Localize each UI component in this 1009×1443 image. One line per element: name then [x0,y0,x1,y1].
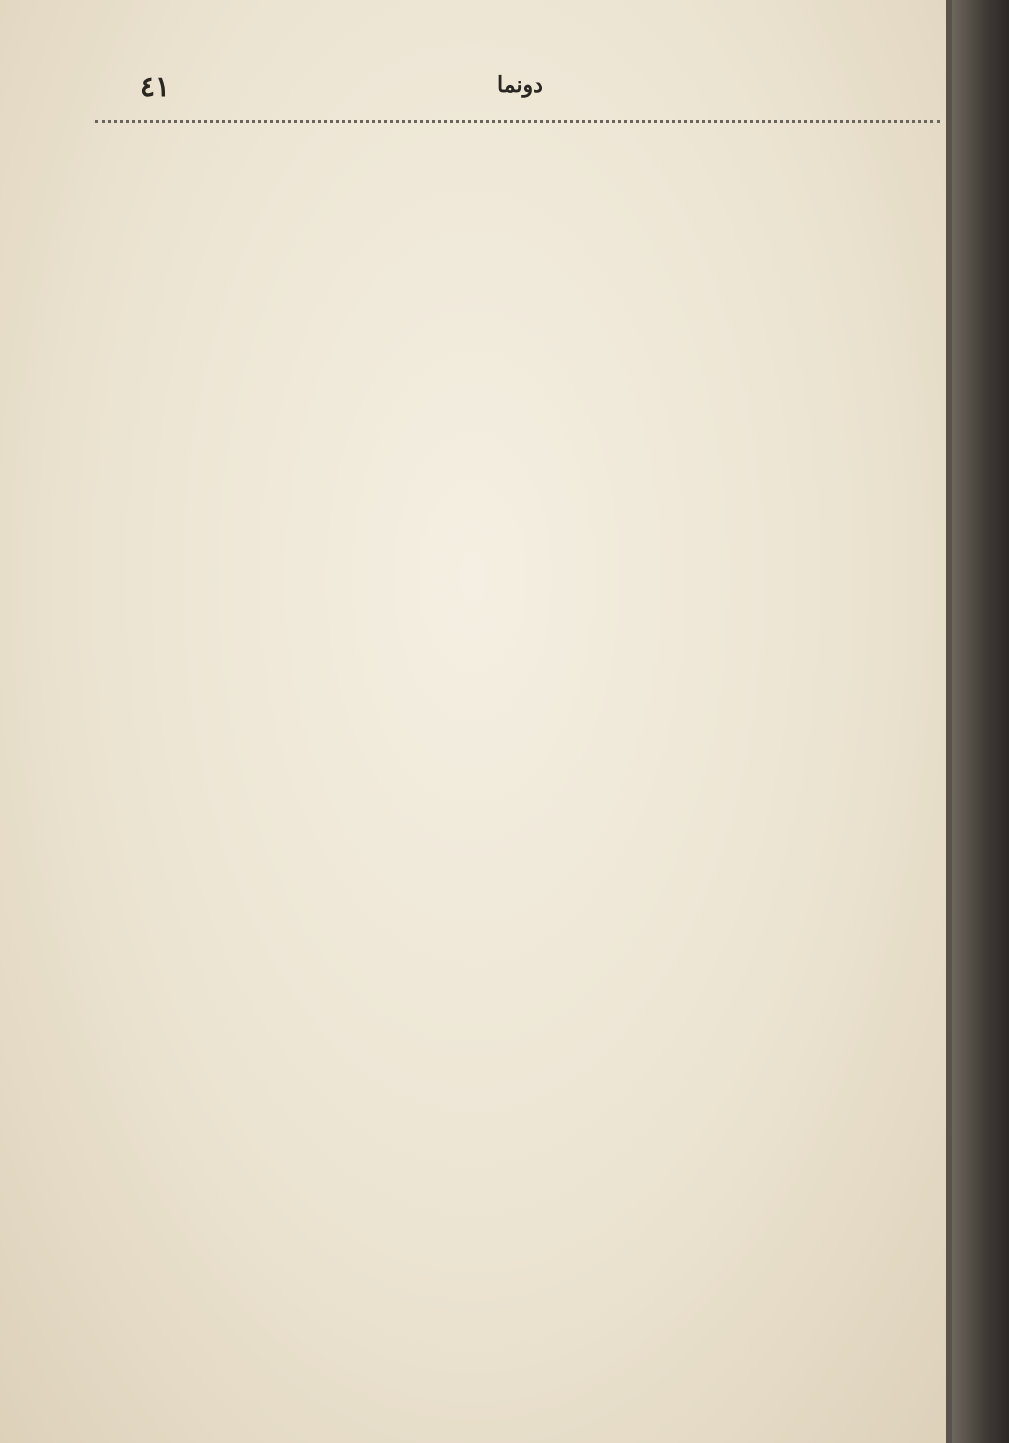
text-line [530,440,940,474]
text-line [530,405,940,439]
text-line [530,1024,940,1058]
text-line [100,130,520,164]
text-line [100,1059,520,1093]
text-line [530,577,940,611]
text-line [530,543,940,577]
text-line [530,371,940,405]
running-head-title: دونما [497,72,543,98]
text-line [100,1265,520,1299]
text-line [530,233,940,267]
text-line [530,680,940,714]
text-line [100,508,520,542]
text-line [100,199,520,233]
text-line [100,990,520,1024]
text-line [530,852,940,886]
text-line [530,749,940,783]
text-line [100,1231,520,1265]
text-line [530,1093,940,1127]
text-line [100,680,520,714]
text-line [100,1162,520,1196]
text-line [100,715,520,749]
text-line [100,1093,520,1127]
text-line [100,1334,520,1368]
text-line [530,1334,940,1368]
page-number: ٤١ [140,70,171,103]
text-line [530,199,940,233]
text-line [100,852,520,886]
text-line [100,233,520,267]
text-line [530,646,940,680]
text-line [530,268,940,302]
text-line [530,130,940,164]
text-line [530,1402,940,1420]
text-line [530,1196,940,1230]
text-line [530,783,940,817]
text-line [530,302,940,336]
text-line [530,715,940,749]
text-line [100,577,520,611]
text-line [100,646,520,680]
text-line [530,474,940,508]
text-line [530,1162,940,1196]
text-line [100,783,520,817]
text-line [100,371,520,405]
text-line [530,1299,940,1333]
right-column [530,130,940,1420]
running-head [110,70,930,110]
text-line [100,1299,520,1333]
text-line [530,1265,940,1299]
text-line [530,1368,940,1402]
text-line [100,611,520,645]
text-line [100,336,520,370]
text-line [100,1402,520,1420]
header-rule [95,120,940,123]
text-line [530,955,940,989]
text-line [530,887,940,921]
text-line [530,336,940,370]
text-line [100,405,520,439]
text-line [530,1127,940,1161]
text-line [530,164,940,198]
text-line [100,887,520,921]
text-line [530,1059,940,1093]
text-line [100,474,520,508]
text-line [100,921,520,955]
text-line [530,508,940,542]
text-line [100,955,520,989]
text-line [100,1368,520,1402]
text-line [100,1024,520,1058]
text-line [100,818,520,852]
text-line [100,164,520,198]
text-line [100,1127,520,1161]
text-line [100,302,520,336]
text-line [100,1196,520,1230]
text-line [530,1231,940,1265]
page-edge-shadow [952,0,1009,1443]
text-line [100,749,520,783]
text-line [100,543,520,577]
text-line [100,268,520,302]
text-line [530,921,940,955]
text-line [530,611,940,645]
text-line [530,818,940,852]
text-line [100,440,520,474]
text-line [530,990,940,1024]
left-column [100,130,520,1420]
